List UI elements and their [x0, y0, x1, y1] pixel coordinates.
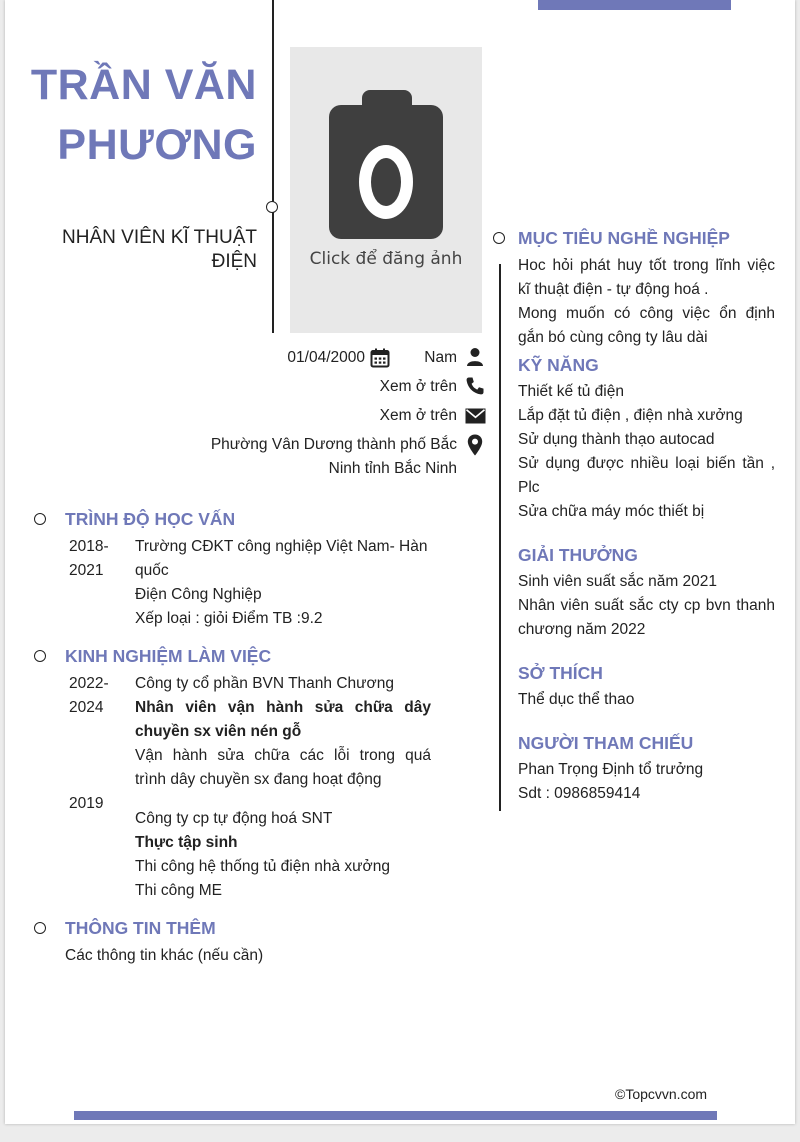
phone-value: Xem ở trên	[379, 378, 457, 395]
experience-year-line2: 2024	[69, 699, 104, 716]
objective-line1: Hoc hỏi phát huy tốt trong lĩnh việc	[518, 257, 775, 274]
award-line3: chương năm 2022	[518, 621, 646, 638]
education-title: TRÌNH ĐỘ HỌC VẤN	[65, 509, 236, 529]
address-line2: Ninh tỉnh Bắc Ninh	[328, 460, 457, 477]
education-year-line1: 2018-	[69, 538, 109, 555]
section-dot	[34, 650, 46, 662]
award-line2: Nhân viên suất sắc cty cp bvn thanh	[518, 597, 775, 614]
skill-item: Thiết kế tủ điện	[518, 383, 624, 400]
experience-title: KINH NGHIỆM LÀM VIỆC	[65, 646, 272, 666]
reference-line1: Phan Trọng Định tổ trưởng	[518, 761, 704, 778]
section-dot	[493, 232, 505, 244]
reference-line2: Sdt : 0986859414	[518, 785, 641, 802]
skills-title: KỸ NĂNG	[518, 355, 599, 375]
phone-icon	[465, 376, 485, 396]
gender-value: Nam	[424, 349, 457, 366]
bottom-accent-bar	[74, 1111, 717, 1120]
job-title-line1: NHÂN VIÊN KĨ THUẬT	[62, 227, 257, 248]
hobbies-text: Thể dục thể thao	[518, 691, 635, 708]
skill-item: Lắp đặt tủ điện , điện nhà xưởng	[518, 407, 743, 424]
calendar-icon	[370, 348, 390, 368]
education-grade: Xếp loại : giỏi Điểm TB :9.2	[135, 610, 323, 627]
photo-upload[interactable]	[290, 47, 482, 333]
candidate-name-line2: PHƯƠNG	[57, 121, 257, 169]
education-major: Điện Công Nghiệp	[135, 586, 262, 603]
address-line1: Phường Vân Dương thành phố Bắc	[210, 436, 457, 453]
education-year-line2: 2021	[69, 562, 104, 579]
awards-title: GIẢI THƯỞNG	[518, 545, 638, 565]
more-info-text: Các thông tin khác (nếu cần)	[65, 947, 264, 964]
objective-line3: Mong muốn có công việc ổn định	[518, 305, 775, 322]
location-pin-icon	[467, 434, 483, 456]
education-school-line1: Trường CĐKT công nghiệp Việt Nam- Hàn	[135, 538, 428, 555]
experience-company: Công ty cổ phần BVN Thanh Chương	[135, 675, 394, 692]
cv-page	[5, 0, 795, 1124]
mail-icon	[465, 406, 486, 426]
experience-desc-line2: Thi công ME	[135, 882, 223, 899]
photo-upload-label: Click để đăng ảnh	[309, 249, 463, 269]
top-accent-bar	[538, 0, 731, 10]
objective-line2: kĩ thuật điện - tự động hoá .	[518, 281, 709, 298]
skill-item: Plc	[518, 479, 540, 496]
experience-desc-line1: Vận hành sửa chữa các lỗi trong quá	[135, 747, 431, 764]
person-icon	[465, 347, 485, 367]
skill-item: Sử dụng thành thạo autocad	[518, 431, 715, 448]
header-divider-line	[272, 0, 274, 333]
candidate-name-line1: TRẦN VĂN	[30, 61, 257, 109]
experience-desc-line1: Thi công hệ thống tủ điện nhà xưởng	[135, 858, 390, 875]
hobbies-title: SỞ THÍCH	[518, 663, 603, 683]
references-title: NGƯỜI THAM CHIẾU	[518, 733, 694, 753]
job-title-line2: ĐIỆN	[211, 251, 257, 272]
section-dot	[34, 922, 46, 934]
experience-position-line1: Nhân viên vận hành sửa chữa dây	[135, 699, 431, 716]
objective-line4: gắn bó cùng công ty lâu dài	[518, 329, 708, 346]
footer-credit: ©Topcvvn.com	[615, 1086, 708, 1102]
birthday-value: 01/04/2000	[287, 349, 365, 366]
objective-title: MỤC TIÊU NGHỀ NGHIỆP	[518, 228, 730, 248]
skill-item: Sử dụng được nhiều loại biến tần ,	[518, 455, 775, 472]
experience-position: Thực tập sinh	[135, 834, 238, 851]
experience-company: Công ty cp tự động hoá SNT	[135, 810, 333, 827]
education-school-line2: quốc	[135, 562, 169, 579]
skill-item: Sửa chữa máy móc thiết bị	[518, 503, 705, 520]
experience-position-line2: chuyền sx viên nén gỗ	[135, 723, 302, 740]
timeline-dot	[266, 201, 278, 213]
email-value: Xem ở trên	[379, 407, 457, 424]
more-info-title: THÔNG TIN THÊM	[65, 918, 216, 938]
experience-year: 2019	[69, 795, 104, 812]
right-column-line	[499, 264, 501, 811]
award-line1: Sinh viên suất sắc năm 2021	[518, 573, 718, 590]
section-dot	[34, 513, 46, 525]
experience-year-line1: 2022-	[69, 675, 109, 692]
experience-desc-line2: trình dây chuyền sx đang hoạt động	[135, 771, 382, 788]
